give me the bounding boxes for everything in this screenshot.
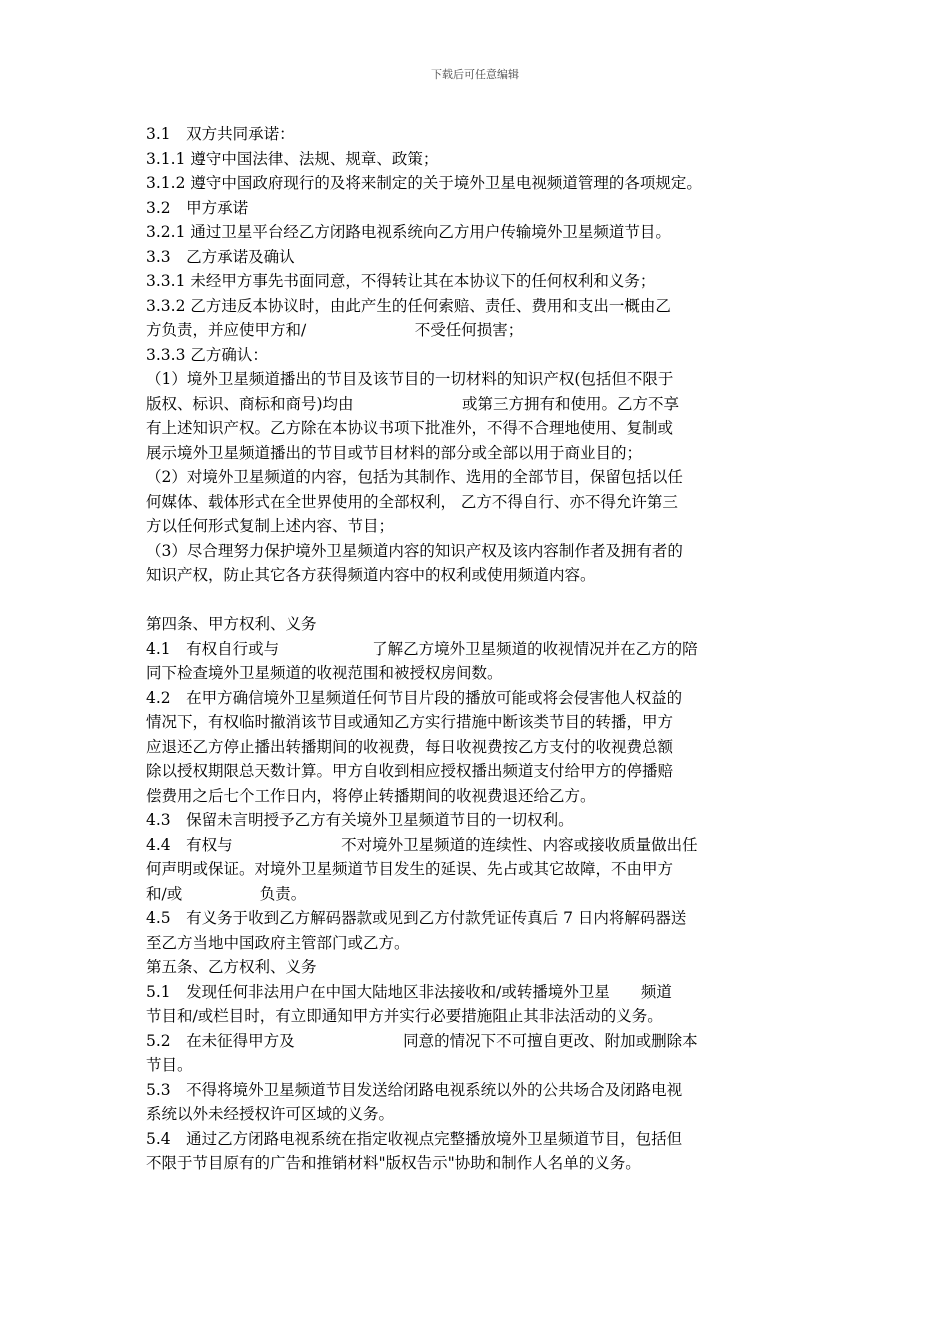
text-line: 方以任何形式复制上述内容、节目； — [146, 517, 395, 535]
text-line: 第四条、甲方权利、义务 — [146, 615, 317, 633]
text-line: 3.3.3 乙方确认： — [146, 345, 268, 364]
text-line: 知识产权，防止其它各方获得频道内容中的权利或使用频道内容。 — [146, 566, 596, 584]
text-line: 4.1 有权自行或与 了解乙方境外卫星频道的收视情况并在乙方的陪 — [146, 639, 698, 658]
text-line: 5.3 不得将境外卫星频道节目发送给闭路电视系统以外的公共场合及闭路电视 — [146, 1080, 683, 1099]
text-line: 3.1 双方共同承诺： — [146, 125, 295, 143]
text-line: 5.4 通过乙方闭路电视系统在指定收视点完整播放境外卫星频道节目，包括但 — [146, 1129, 683, 1148]
text-line: 第五条、乙方权利、义务 — [146, 958, 317, 976]
text-line: 有上述知识产权。乙方除在本协议书项下批准外，不得不合理地使用、复制或 — [146, 419, 674, 437]
document-body — [146, 122, 806, 1176]
text-line: 节目和∕或栏目时，有立即通知甲方并实行必要措施阻止其非法活动的义务。 — [146, 1007, 663, 1025]
text-line: 应退还乙方停止播出转播期间的收视费，每日收视费按乙方支付的收视费总额 — [146, 737, 674, 756]
blank-line — [146, 588, 806, 613]
text-line: 3.3 乙方承诺及确认 — [146, 247, 295, 266]
text-line: （3）尽合理努力保护境外卫星频道内容的知识产权及该内容制作者及拥有者的 — [146, 541, 683, 560]
text-line: 4.2 在甲方确信境外卫星频道任何节目片段的播放可能或将会侵害他人权益的 — [146, 688, 683, 707]
text-line: 3.2 甲方承诺 — [146, 198, 249, 217]
text-line: 偿费用之后七个工作日内，将停止转播期间的收视费退还给乙方。 — [146, 786, 596, 805]
page-header: 下载后可任意编辑 — [431, 68, 519, 81]
text-line: 节目。 — [146, 1056, 193, 1074]
text-line: 除以授权期限总天数计算。甲方自收到相应授权播出频道支付给甲方的停播赔 — [146, 762, 674, 780]
text-line: 3.3.2 乙方违反本协议时，由此产生的任何索赔、责任、费用和支出一概由乙 — [146, 296, 671, 315]
text-line: （1）境外卫星频道播出的节目及该节目的一切材料的知识产权(包括但不限于 — [146, 370, 674, 388]
text-line: 4.4 有权与 不对境外卫星频道的连续性、内容或接收质量做出任 — [146, 835, 698, 854]
text-line: 展示境外卫星频道播出的节目或节目材料的部分或全部以用于商业目的； — [146, 443, 643, 462]
text-line: 系统以外未经授权许可区域的义务。 — [146, 1105, 395, 1123]
text-line: 5.1 发现任何非法用户在中国大陆地区非法接收和∕或转播境外卫星 频道 — [146, 982, 672, 1001]
text-line: 3.2.1 通过卫星平台经乙方闭路电视系统向乙方用户传输境外卫星频道节目。 — [146, 223, 671, 241]
text-line: 不限于节目原有的广告和推销材料"版权告示"协助和制作人名单的义务。 — [146, 1154, 641, 1172]
text-line: （2）对境外卫星频道的内容，包括为其制作、选用的全部节目，保留包括以任 — [146, 468, 683, 486]
text-line: 3.1.2 遵守中国政府现行的及将来制定的关于境外卫星电视频道管理的各项规定。 — [146, 174, 702, 192]
text-line: 版权、标识、商标和商号)均由 或第三方拥有和使用。乙方不享 — [146, 394, 680, 413]
text-line: 何声明或保证。对境外卫星频道节目发生的延误、先占或其它故障，不由甲方 — [146, 860, 674, 878]
text-line: 方负责，并应使甲方和∕ 不受任何损害； — [146, 321, 524, 339]
text-line: 4.5 有义务于收到乙方解码器款或见到乙方付款凭证传真后 7 日内将解码器送 — [146, 909, 687, 927]
text-line: 3.3.1 未经甲方事先书面同意，不得转让其在本协议下的任何权利和义务； — [146, 272, 656, 290]
text-line: 和∕或 负责。 — [146, 884, 307, 903]
text-line: 至乙方当地中国政府主管部门或乙方。 — [146, 933, 410, 952]
text-line: 何媒体、载体形式在全世界使用的全部权利， 乙方不得自行、亦不得允许第三 — [146, 492, 678, 511]
text-line: 情况下，有权临时撤消该节目或通知乙方实行措施中断该类节目的转播，甲方 — [146, 713, 674, 731]
text-line: 同下检查境外卫星频道的收视范围和被授权房间数。 — [146, 664, 503, 682]
text-line: 5.2 在未征得甲方及 同意的情况下不可擅自更改、附加或删除本 — [146, 1031, 698, 1050]
text-line: 4.3 保留未言明授予乙方有关境外卫星频道节目的一切权利。 — [146, 811, 574, 829]
text-line: 3.1.1 遵守中国法律、法规、规章、政策； — [146, 149, 439, 168]
